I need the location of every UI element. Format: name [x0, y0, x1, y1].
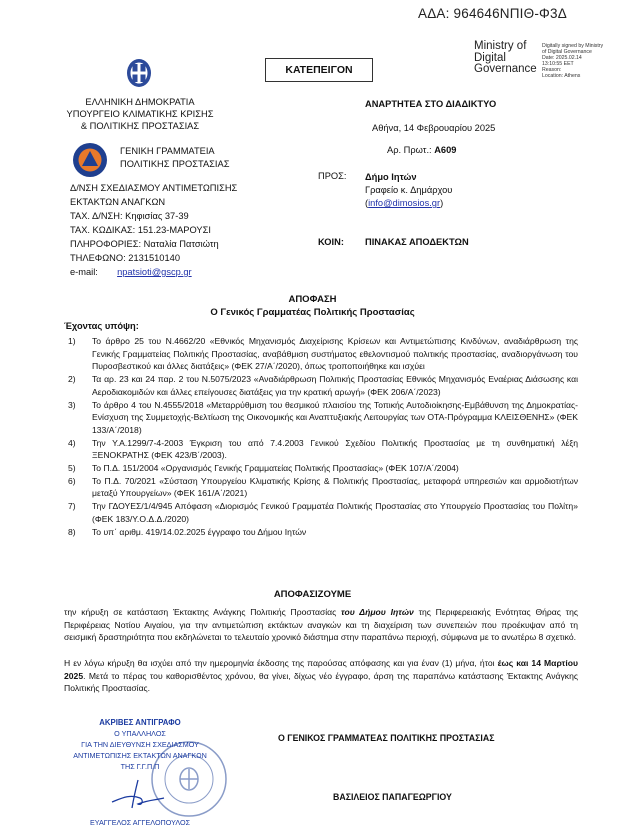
ministry-digital-governance-label	[474, 41, 537, 76]
secretariat-name	[120, 145, 229, 171]
cc-label: ΚΟΙΝ:	[318, 237, 344, 247]
sig-line: Reason:	[542, 67, 562, 73]
document-date: Αθήνα, 14 Φεβρουαρίου 2025	[372, 123, 496, 133]
digital-signature-details	[542, 43, 603, 79]
secretariat-line: ΓΕΝΙΚΗ ΓΡΑΜΜΑΤΕΙΑ	[120, 146, 215, 156]
signatory-name: ΒΑΣΙΛΕΙΟΣ ΠΑΠΑΓΕΩΡΓΙΟΥ	[333, 792, 452, 802]
email-row	[70, 265, 237, 279]
decision-paragraph-1	[64, 606, 578, 644]
item-number: 3)	[68, 399, 76, 410]
list-item	[68, 373, 578, 398]
directorate-line: ΕΚΤΑΚΤΩΝ ΑΝΑΓΚΩΝ	[70, 197, 166, 207]
certified-copy-name: ΕΥΑΓΓΕΛΟΣ ΑΓΓΕΛΟΠΟΥΛΟΣ	[89, 818, 191, 827]
directorate-line: Δ/ΝΣΗ ΣΧΕΔΙΑΣΜΟΥ ΑΝΤΙΜΕΤΩΠΙΣΗΣ	[70, 183, 238, 193]
header-line: ΕΛΛΗΝΙΚΗ ΔΗΜΟΚΡΑΤΙΑ	[85, 97, 195, 107]
decision-paragraph-2	[64, 657, 578, 695]
list-item	[68, 437, 578, 462]
item-number: 2)	[68, 374, 76, 385]
list-item	[68, 462, 578, 475]
considerations-list	[68, 335, 578, 538]
item-text: Το άρθρο 25 του Ν.4662/20 «Εθνικός Μηχανισμός Διαχείρισης Κρίσεων και Αντιμετώπισης Κινδύνων, αναδιάρθρωση της Γενικής Γραμματείας Πολιτικής Προστασίας, αναβάθμιση συστήματος εθελοντισμού πολιτικής προστασίας, αναδιοργάνωση του Πυροσβεστικού και άλλες διατάξεις» (ΦΕΚ 27/Α΄/2020), όπως τροποποιήθηκε και ισχύει	[92, 336, 578, 372]
email-link[interactable]: npatsioti@gscp.gr	[117, 267, 192, 277]
cc-value: ΠΙΝΑΚΑΣ ΑΠΟΔΕΚΤΩΝ	[365, 237, 469, 247]
header-line: & ΠΟΛΙΤΙΚΗΣ ΠΡΟΣΤΑΣΙΑΣ	[80, 121, 200, 131]
para2-text-a: Η εν λόγω κήρυξη θα ισχύει από την ημερομηνία έκδοσης της παρούσας απόφασης και για έναν (1) μήνα, ήτοι	[64, 658, 498, 668]
secretariat-line: ΠΟΛΙΤΙΚΗΣ ΠΡΟΣΤΑΣΙΑΣ	[120, 159, 230, 169]
ada-number: ΑΔΑ: 964646ΝΠΙΘ-Φ3Δ	[418, 6, 567, 21]
sig-line: Location: Athens	[542, 73, 581, 79]
phone: ΤΗΛΕΦΩΝΟ: 2131510140	[70, 253, 180, 263]
sig-line: Digitally signed by Ministry	[542, 43, 604, 49]
item-text: Την ΓΔΟΥΕΣ/1/4/945 Απόφαση «Διορισμός Γενικού Γραμματέα Πολιτικής Προστασίας στο Υπουργείο Προστασίας του Πολίτη» (ΦΕΚ 183/Υ.Ο.Δ.Δ./2020)	[92, 501, 578, 524]
sig-line: Date: 2025.02.14	[542, 55, 582, 61]
handwritten-signature-icon	[108, 778, 168, 812]
ministry-header	[50, 96, 230, 132]
para1-text-a: την κήρυξη σε κατάσταση Έκτακτης Ανάγκης Πολιτικής Προστασίας	[64, 607, 342, 617]
recipient-email-row	[365, 197, 452, 210]
certified-line: ΓΙΑ ΤΗΝ ΔΙΕΥΘΥΝΣΗ ΣΧΕΔΙΑΣΜΟΥ	[81, 740, 199, 749]
considering-label: Έχοντας υπόψη:	[64, 321, 139, 331]
info-contact: ΠΛΗΡΟΦΟΡΙΕΣ: Ναταλία Πατσιώτη	[70, 239, 219, 249]
certified-line: ΑΝΤΙΜΕΤΩΠΙΣΗΣ ΕΚΤΑΚΤΩΝ ΑΝΑΓΚΩΝ	[73, 751, 207, 760]
we-decide-title: ΑΠΟΦΑΣΙΖΟΥΜΕ	[273, 589, 352, 600]
para2-text-b: . Μετά το πέρας του καθορισθέντος χρόνου, θα γίνει, δίχως νέο έγγραφο, άρση της παραπάνω κατάστασης Έκτακτης Ανάγκης Πολιτικής Προστασίας.	[64, 670, 578, 694]
item-number: 4)	[68, 437, 76, 448]
greek-coat-of-arms-icon	[126, 58, 152, 88]
urgent-label: ΚΑΤΕΠΕΙΓΟΝ	[265, 58, 373, 82]
header-line: ΥΠΟΥΡΓΕΙΟ ΚΛΙΜΑΤΙΚΗΣ ΚΡΙΣΗΣ	[66, 109, 214, 119]
paren-open: (	[365, 198, 369, 208]
signatory-title: Ο ΓΕΝΙΚΟΣ ΓΡΑΜΜΑΤΕΑΣ ΠΟΛΙΤΙΚΗΣ ΠΡΟΣΤΑΣΙΑΣ	[278, 733, 495, 743]
list-item	[68, 500, 578, 525]
email-label: e-mail:	[70, 267, 98, 277]
postal-code: ΤΑΧ. ΚΩΔΙΚΑΣ: 151.23-ΜΑΡΟΥΣΙ	[70, 225, 211, 235]
item-number: 1)	[68, 336, 76, 346]
list-item	[68, 335, 578, 373]
decision-title: ΑΠΟΦΑΣΗ	[288, 294, 337, 305]
mdg-line: Digital	[474, 51, 506, 64]
certified-line: Ο ΥΠΑΛΛΗΛΟΣ	[114, 729, 166, 738]
mdg-line: Governance	[474, 63, 537, 75]
recipient-email-link[interactable]: info@dimosios.gr	[368, 198, 441, 208]
protocol-value: Α609	[434, 145, 457, 155]
civil-protection-logo-icon	[72, 142, 108, 178]
item-text: Το Π.Δ. 70/2021 «Σύσταση Υπουργείου Κλιματικής Κρίσης & Πολιτικής Προστασίας, μεταφορά υπηρεσιών και αρμοδιοτήτων μεταξύ Υπουργείων» (ΦΕΚ 161/Α΄/2021)	[92, 475, 578, 499]
item-text: Το άρθρο 4 του Ν.4555/2018 «Μεταρρύθμιση του θεσμικού πλαισίου της Τοπικής Αυτοδιοίκησης-Εμβάθυνση της Δημοκρατίας-Ενίσχυση της Συμμετοχής-Βελτίωση της Οικονομικής και Αναπτυξιακής Λειτουργίας των ΟΤΑ-Πρόγραμμα ΚΛΕΙΣΘΕΝΗΣ» (ΦΕΚ 133/Α΄/2018)	[92, 399, 578, 435]
item-text: Τα αρ. 23 και 24 παρ. 2 του Ν.5075/2023 «Αναδιάρθρωση Πολιτικής Προστασίας Εθνικός Μηχανισμός Εναέριας Διάσωσης και Αεροδιακομιδών και άλλες επείγουσες διατάξεις για την κρατική αρωγή» (ΦΕΚ 206/Α΄/2023)	[92, 374, 578, 397]
sig-line: 13:10:55 EET	[542, 61, 574, 67]
item-text: Το υπ΄ αριθμ. 419/14.02.2025 έγγραφο του Δήμου Ιητών	[92, 526, 307, 537]
post-online-label: ΑΝΑΡΤΗΤΕΑ ΣΤΟ ΔΙΑΔΙΚΤΥΟ	[365, 99, 497, 109]
recipient	[365, 171, 452, 210]
certified-copy-title: ΑΚΡΙΒΕΣ ΑΝΤΙΓΡΑΦΟ	[99, 718, 181, 727]
item-number: 6)	[68, 475, 76, 486]
item-number: 7)	[68, 501, 76, 512]
list-item	[68, 399, 578, 437]
recipient-office: Γραφείο κ. Δημάρχου	[365, 185, 453, 195]
mdg-line: Ministry of	[474, 40, 527, 52]
item-text: Το Π.Δ. 151/2004 «Οργανισμός Γενικής Γραμματείας Πολιτικής Προστασίας» (ΦΕΚ 107/Α΄/2004)	[92, 463, 459, 474]
para1-text-b: της Περιφερειακής Ενότητας Θήρας της Περιφέρειας Νοτίου Αιγαίου, για την αντιμετώπιση εκτάκτων αναγκών και τη διαχείριση των συνεπειών που προέκυψαν από τη σεισμική δραστηριότητα που εκδηλώνεται το τελευταίο χρονικό διάστημα στην παραπάνω περιοχή, σύμφωνα με το ανωτέρω 8 σχετικό.	[64, 607, 578, 643]
protocol-number	[387, 145, 456, 155]
para1-bold: του Δήμου Ιητών	[341, 607, 414, 617]
item-number: 5)	[68, 463, 76, 474]
contact-block	[70, 181, 237, 279]
list-item	[68, 475, 578, 500]
certified-copy-block	[40, 717, 240, 772]
sig-line: of Digital Governance	[542, 49, 592, 55]
paren-close: )	[440, 198, 444, 208]
address: ΤΑΧ. Δ/ΝΣΗ: Κηφισίας 37-39	[70, 211, 189, 221]
to-label: ΠΡΟΣ:	[318, 171, 347, 181]
para2-bold: έως και 14 Μαρτίου 2025	[64, 658, 578, 681]
item-text: Την Υ.Α.1299/7-4-2003 Έγκριση του από 7.4.2003 Γενικού Σχεδίου Πολιτικής Προστασίας με τη συνθηματική λέξη ΞΕΝΟΚΡΑΤΗΣ (ΦΕΚ 423/Β΄/2003).	[92, 437, 578, 461]
item-number: 8)	[68, 526, 76, 537]
certified-line: ΤΗΣ Γ.Γ.Π.Π	[120, 762, 160, 771]
decision-subtitle: Ο Γενικός Γραμματέας Πολιτικής Προστασίας	[210, 307, 415, 318]
list-item	[68, 526, 578, 539]
recipient-name: Δήμο Ιητών	[365, 172, 417, 182]
protocol-label: Αρ. Πρωτ.:	[387, 145, 432, 155]
